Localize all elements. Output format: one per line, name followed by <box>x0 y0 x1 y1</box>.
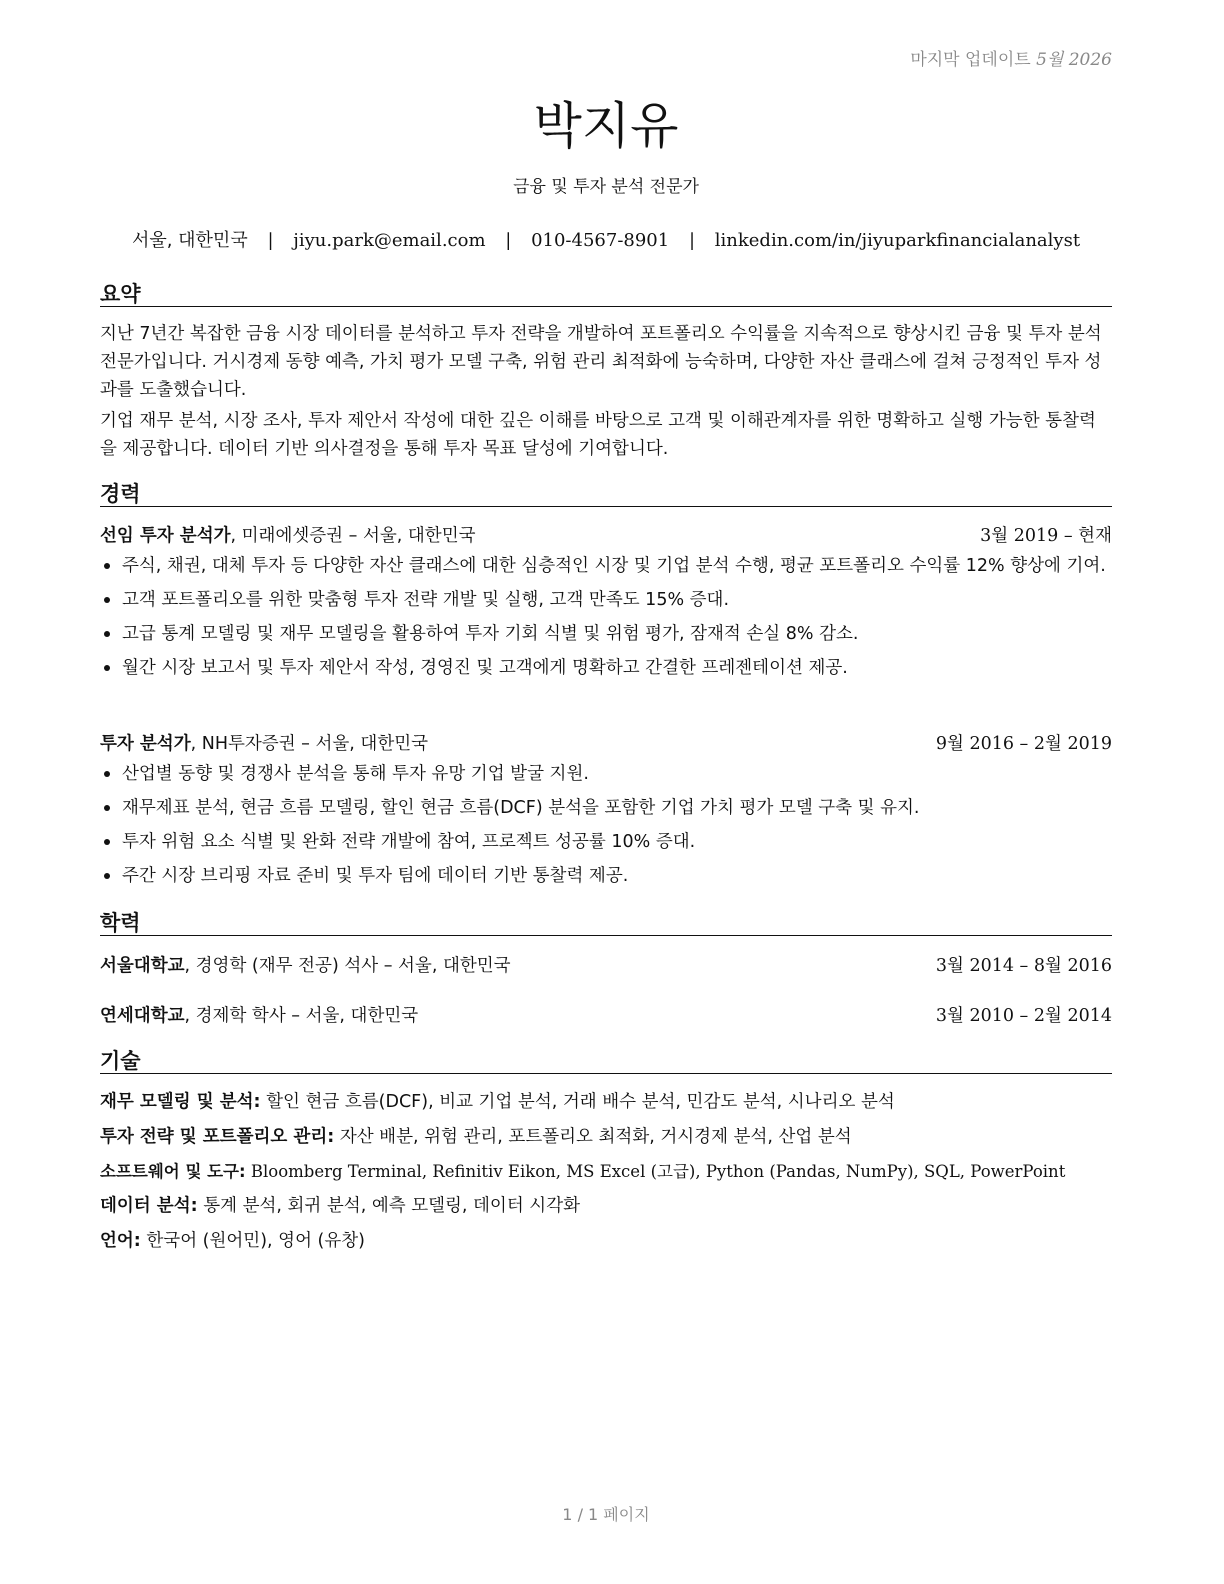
last-updated-label: 마지막 업데이트 <box>910 50 1031 70</box>
contact-phone: 010-4567-8901 <box>531 230 670 251</box>
candidate-name: 박지유 <box>533 97 679 155</box>
section-title-summary: 요약 <box>100 278 1112 307</box>
contact-location: 서울, 대한민국 <box>131 230 248 251</box>
skill-label: 언어: <box>100 1231 141 1251</box>
job-bullet: 산업별 동향 및 경쟁사 분석을 통해 투자 유망 기업 발굴 지원. <box>100 761 1112 787</box>
education-school: 서울대학교 <box>100 956 185 976</box>
section-title-experience: 경력 <box>100 478 1112 507</box>
skill-item <box>100 1123 1112 1149</box>
last-updated <box>910 45 1112 70</box>
job-header <box>100 730 1112 756</box>
job-header <box>100 522 1112 548</box>
education-dates: 3월 2010 – 2월 2014 <box>935 1006 1112 1026</box>
skill-value: Bloomberg Terminal, Refinitiv Eikon, MS Excel (고급), Python (Pandas, NumPy), SQL, PowerPoint <box>250 1162 1066 1181</box>
job-dates: 9월 2016 – 2월 2019 <box>935 734 1112 754</box>
contact-separator: | <box>267 230 274 251</box>
skill-value: 한국어 (원어민), 영어 (유창) <box>146 1231 366 1251</box>
education-detail: , 경제학 학사 – 서울, 대한민국 <box>184 1006 419 1026</box>
skill-item <box>100 1192 1112 1218</box>
page-indicator: 1 / 1 페이지 <box>562 1505 650 1524</box>
section-title-skills: 기술 <box>100 1045 1112 1074</box>
skill-label: 투자 전략 및 포트폴리오 관리: <box>100 1127 335 1147</box>
skill-value: 할인 현금 흐름(DCF), 비교 기업 분석, 거래 배수 분석, 민감도 분석, 시나리오 분석 <box>266 1092 895 1112</box>
job-dates: 3월 2019 – 현재 <box>980 526 1112 546</box>
job-company: , NH투자증권 – 서울, 대한민국 <box>190 734 429 754</box>
job-bullet: 월간 시장 보고서 및 투자 제안서 작성, 경영진 및 고객에게 명확하고 간결한 프레젠테이션 제공. <box>100 655 1112 681</box>
job-bullet: 고객 포트폴리오를 위한 맞춤형 투자 전략 개발 및 실행, 고객 만족도 15% 증대. <box>100 587 1112 613</box>
skill-item <box>100 1227 1112 1253</box>
job-bullet: 주식, 채권, 대체 투자 등 다양한 자산 클래스에 대한 심층적인 시장 및 기업 분석 수행, 평균 포트폴리오 수익률 12% 향상에 기여. <box>100 553 1112 579</box>
candidate-headline: 금융 및 투자 분석 전문가 <box>513 177 699 197</box>
education-item <box>100 1002 1112 1028</box>
contact-email[interactable]: jiyu.park@email.com <box>293 230 486 251</box>
job-bullets <box>100 761 1112 897</box>
skill-label: 데이터 분석: <box>100 1196 198 1216</box>
education-dates: 3월 2014 – 8월 2016 <box>935 956 1112 976</box>
summary-paragraph: 기업 재무 분석, 시장 조사, 투자 제안서 작성에 대한 깊은 이해를 바탕으로 고객 및 이해관계자를 위한 명확하고 실행 가능한 통찰력을 제공합니다. 데이터 기반 의사결정을 통해 투자 목표 달성에 기여합니다. <box>100 411 1096 459</box>
education-school: 연세대학교 <box>100 1006 185 1026</box>
skill-item <box>100 1158 1112 1184</box>
contact-line <box>100 226 1112 252</box>
contact-linkedin[interactable]: linkedin.com/in/jiyuparkfinancialanalyst <box>714 230 1081 251</box>
skill-value: 통계 분석, 회귀 분석, 예측 모델링, 데이터 시각화 <box>203 1196 581 1216</box>
section-title-education: 학력 <box>100 907 1112 936</box>
education-item <box>100 952 1112 978</box>
job-bullet: 투자 위험 요소 식별 및 완화 전략 개발에 참여, 프로젝트 성공률 10% 증대. <box>100 829 1112 855</box>
job-role: 투자 분석가 <box>100 734 191 754</box>
contact-separator: | <box>688 230 696 251</box>
resume-page <box>100 0 1112 1584</box>
skill-value: 자산 배분, 위험 관리, 포트폴리오 최적화, 거시경제 분석, 산업 분석 <box>339 1127 852 1147</box>
job-bullets <box>100 553 1112 689</box>
education-detail: , 경영학 (재무 전공) 석사 – 서울, 대한민국 <box>184 956 511 976</box>
summary-paragraph: 지난 7년간 복잡한 금융 시장 데이터를 분석하고 투자 전략을 개발하여 포트폴리오 수익률을 지속적으로 향상시킨 금융 및 투자 분석 전문가입니다. 거시경제 동향 예측, 가치 평가 모델 구축, 위험 관리 최적화에 능숙하며, 다양한 자산 클래스에 걸쳐 긍정적인 투자 성과를 도출했습니다. <box>100 324 1102 400</box>
job-bullet: 주간 시장 브리핑 자료 준비 및 투자 팀에 데이터 기반 통찰력 제공. <box>100 863 1112 889</box>
job-company: , 미래에셋증권 – 서울, 대한민국 <box>230 526 476 546</box>
skill-item <box>100 1088 1112 1114</box>
job-bullet: 재무제표 분석, 현금 흐름 모델링, 할인 현금 흐름(DCF) 분석을 포함한 기업 가치 평가 모델 구축 및 유지. <box>100 795 1112 821</box>
last-updated-date: 5월 2026 <box>1036 50 1112 70</box>
skill-label: 재무 모델링 및 분석: <box>100 1092 261 1112</box>
job-role: 선임 투자 분석가 <box>100 526 231 546</box>
job-bullet: 고급 통계 모델링 및 재무 모델링을 활용하여 투자 기회 식별 및 위험 평가, 잠재적 손실 8% 감소. <box>100 621 1112 647</box>
contact-separator: | <box>505 230 512 251</box>
skill-label: 소프트웨어 및 도구: <box>100 1162 246 1181</box>
